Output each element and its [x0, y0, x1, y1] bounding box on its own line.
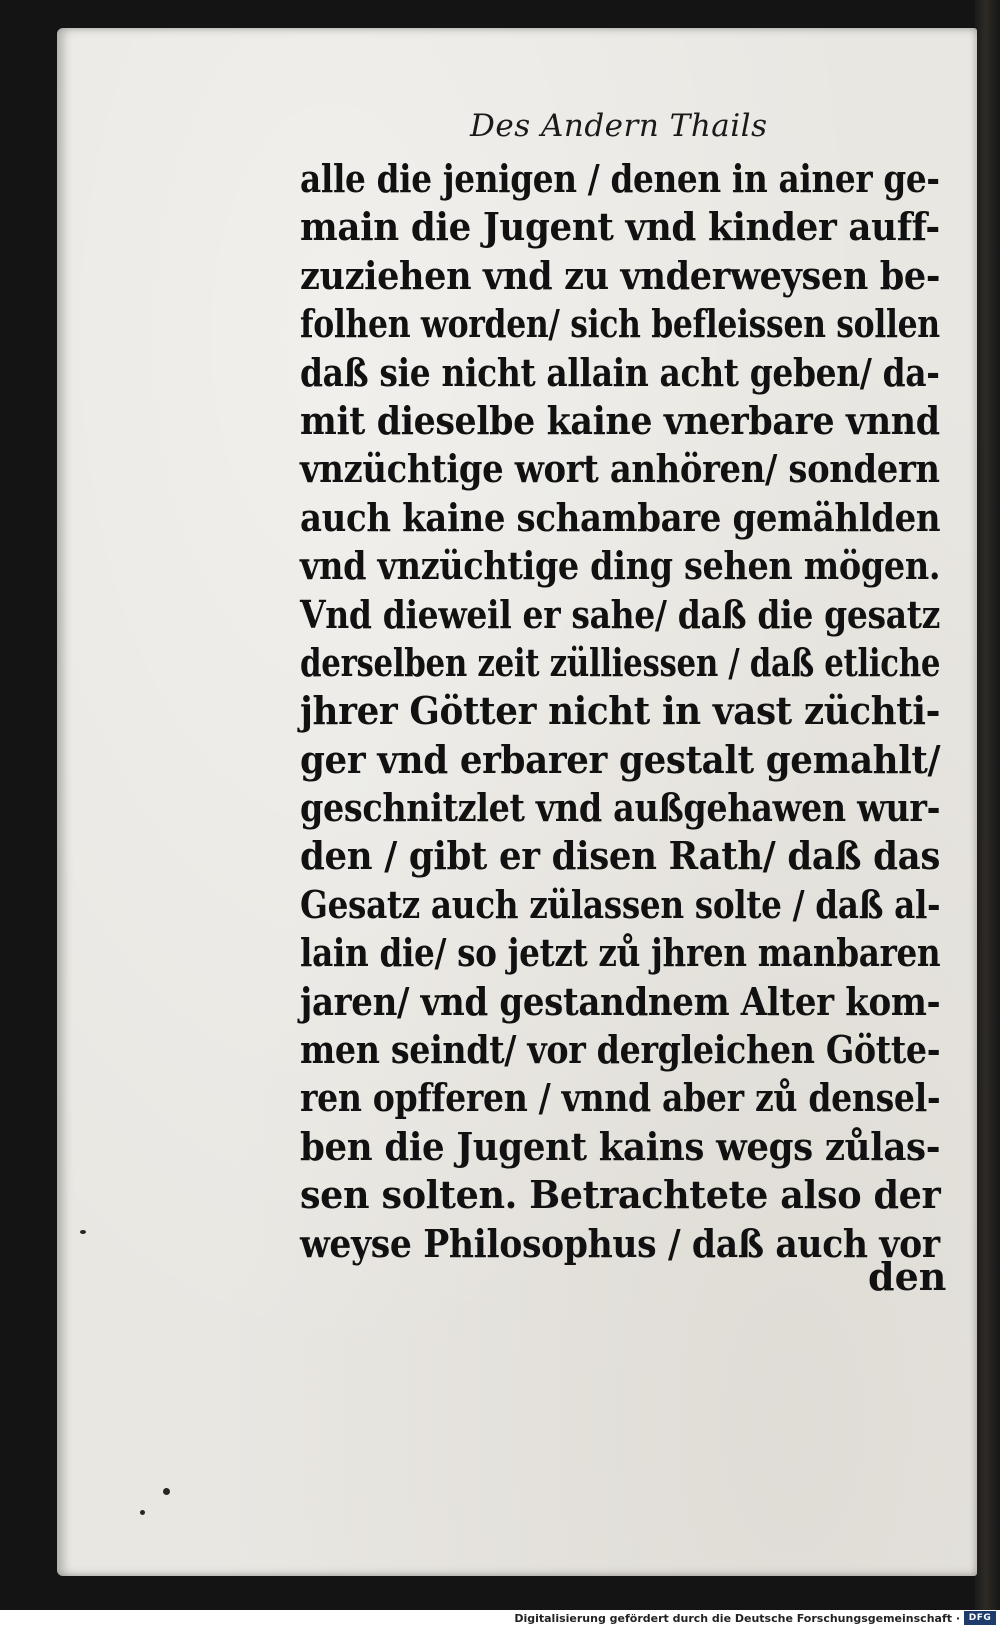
text-line: jaren/ vnd gestandnem Alter kom-	[300, 978, 941, 1024]
text-line: ren opfferen / vnnd aber zů densel-	[300, 1075, 941, 1121]
text-line: geschnitzlet vnd außgehawen wur-	[300, 785, 941, 831]
catchword: den	[868, 1254, 947, 1299]
text-line: lain die/ so jetzt zů jhren manbaren	[300, 930, 941, 976]
text-line: derselben zeit zülliessen / daß etliche	[300, 639, 941, 685]
text-line: alle die jenigen / denen in ainer ge-	[300, 156, 940, 201]
text-line: ger vnd erbarer gestalt gemahlt/	[300, 736, 941, 782]
text-line: zuziehen vnd zu vnderweysen be-	[300, 252, 940, 298]
text-line: main die Jugent vnd kinder auff-	[300, 204, 940, 250]
text-line: vnzüchtige wort anhören/ sondern	[300, 446, 940, 492]
text-line: mit dieselbe kaine vnerbare vnnd	[300, 397, 940, 443]
ink-speck	[140, 1510, 145, 1515]
text-line: men seindt/ vor dergleichen Götte-	[300, 1027, 941, 1073]
ink-speck	[80, 1230, 86, 1234]
text-line: ben die Jugent kains wegs zůlas-	[300, 1123, 941, 1169]
text-line: weyse Philosophus / daß auch vor	[300, 1220, 940, 1266]
body-text	[300, 155, 955, 1268]
text-line: vnd vnzüchtige ding sehen mögen.	[300, 543, 941, 589]
footer-bar	[0, 1610, 1000, 1628]
text-line: Gesatz auch zülassen solte / daß al-	[300, 881, 941, 927]
book-edge	[975, 0, 1000, 1610]
text-line: sen solten. Betrachtete also der	[300, 1172, 941, 1218]
text-line: daß sie nicht allain acht geben/ da-	[300, 349, 940, 395]
text-line: jhrer Götter nicht in vast züchti-	[300, 688, 941, 734]
text-line: den / gibt er disen Rath/ daß das	[300, 833, 940, 879]
ink-speck	[163, 1488, 170, 1495]
text-line: folhen worden/ sich befleissen sollen	[300, 301, 940, 347]
text-line: auch kaine schambare gemählden	[300, 494, 941, 540]
running-head: Des Andern Thails	[470, 108, 768, 144]
text-line: Vnd dieweil er sahe/ daß die gesatz	[300, 591, 941, 637]
dfg-logo: DFG	[964, 1611, 996, 1625]
funding-notice: Digitalisierung gefördert durch die Deutsche Forschungsgemeinschaft ·	[514, 1612, 960, 1625]
